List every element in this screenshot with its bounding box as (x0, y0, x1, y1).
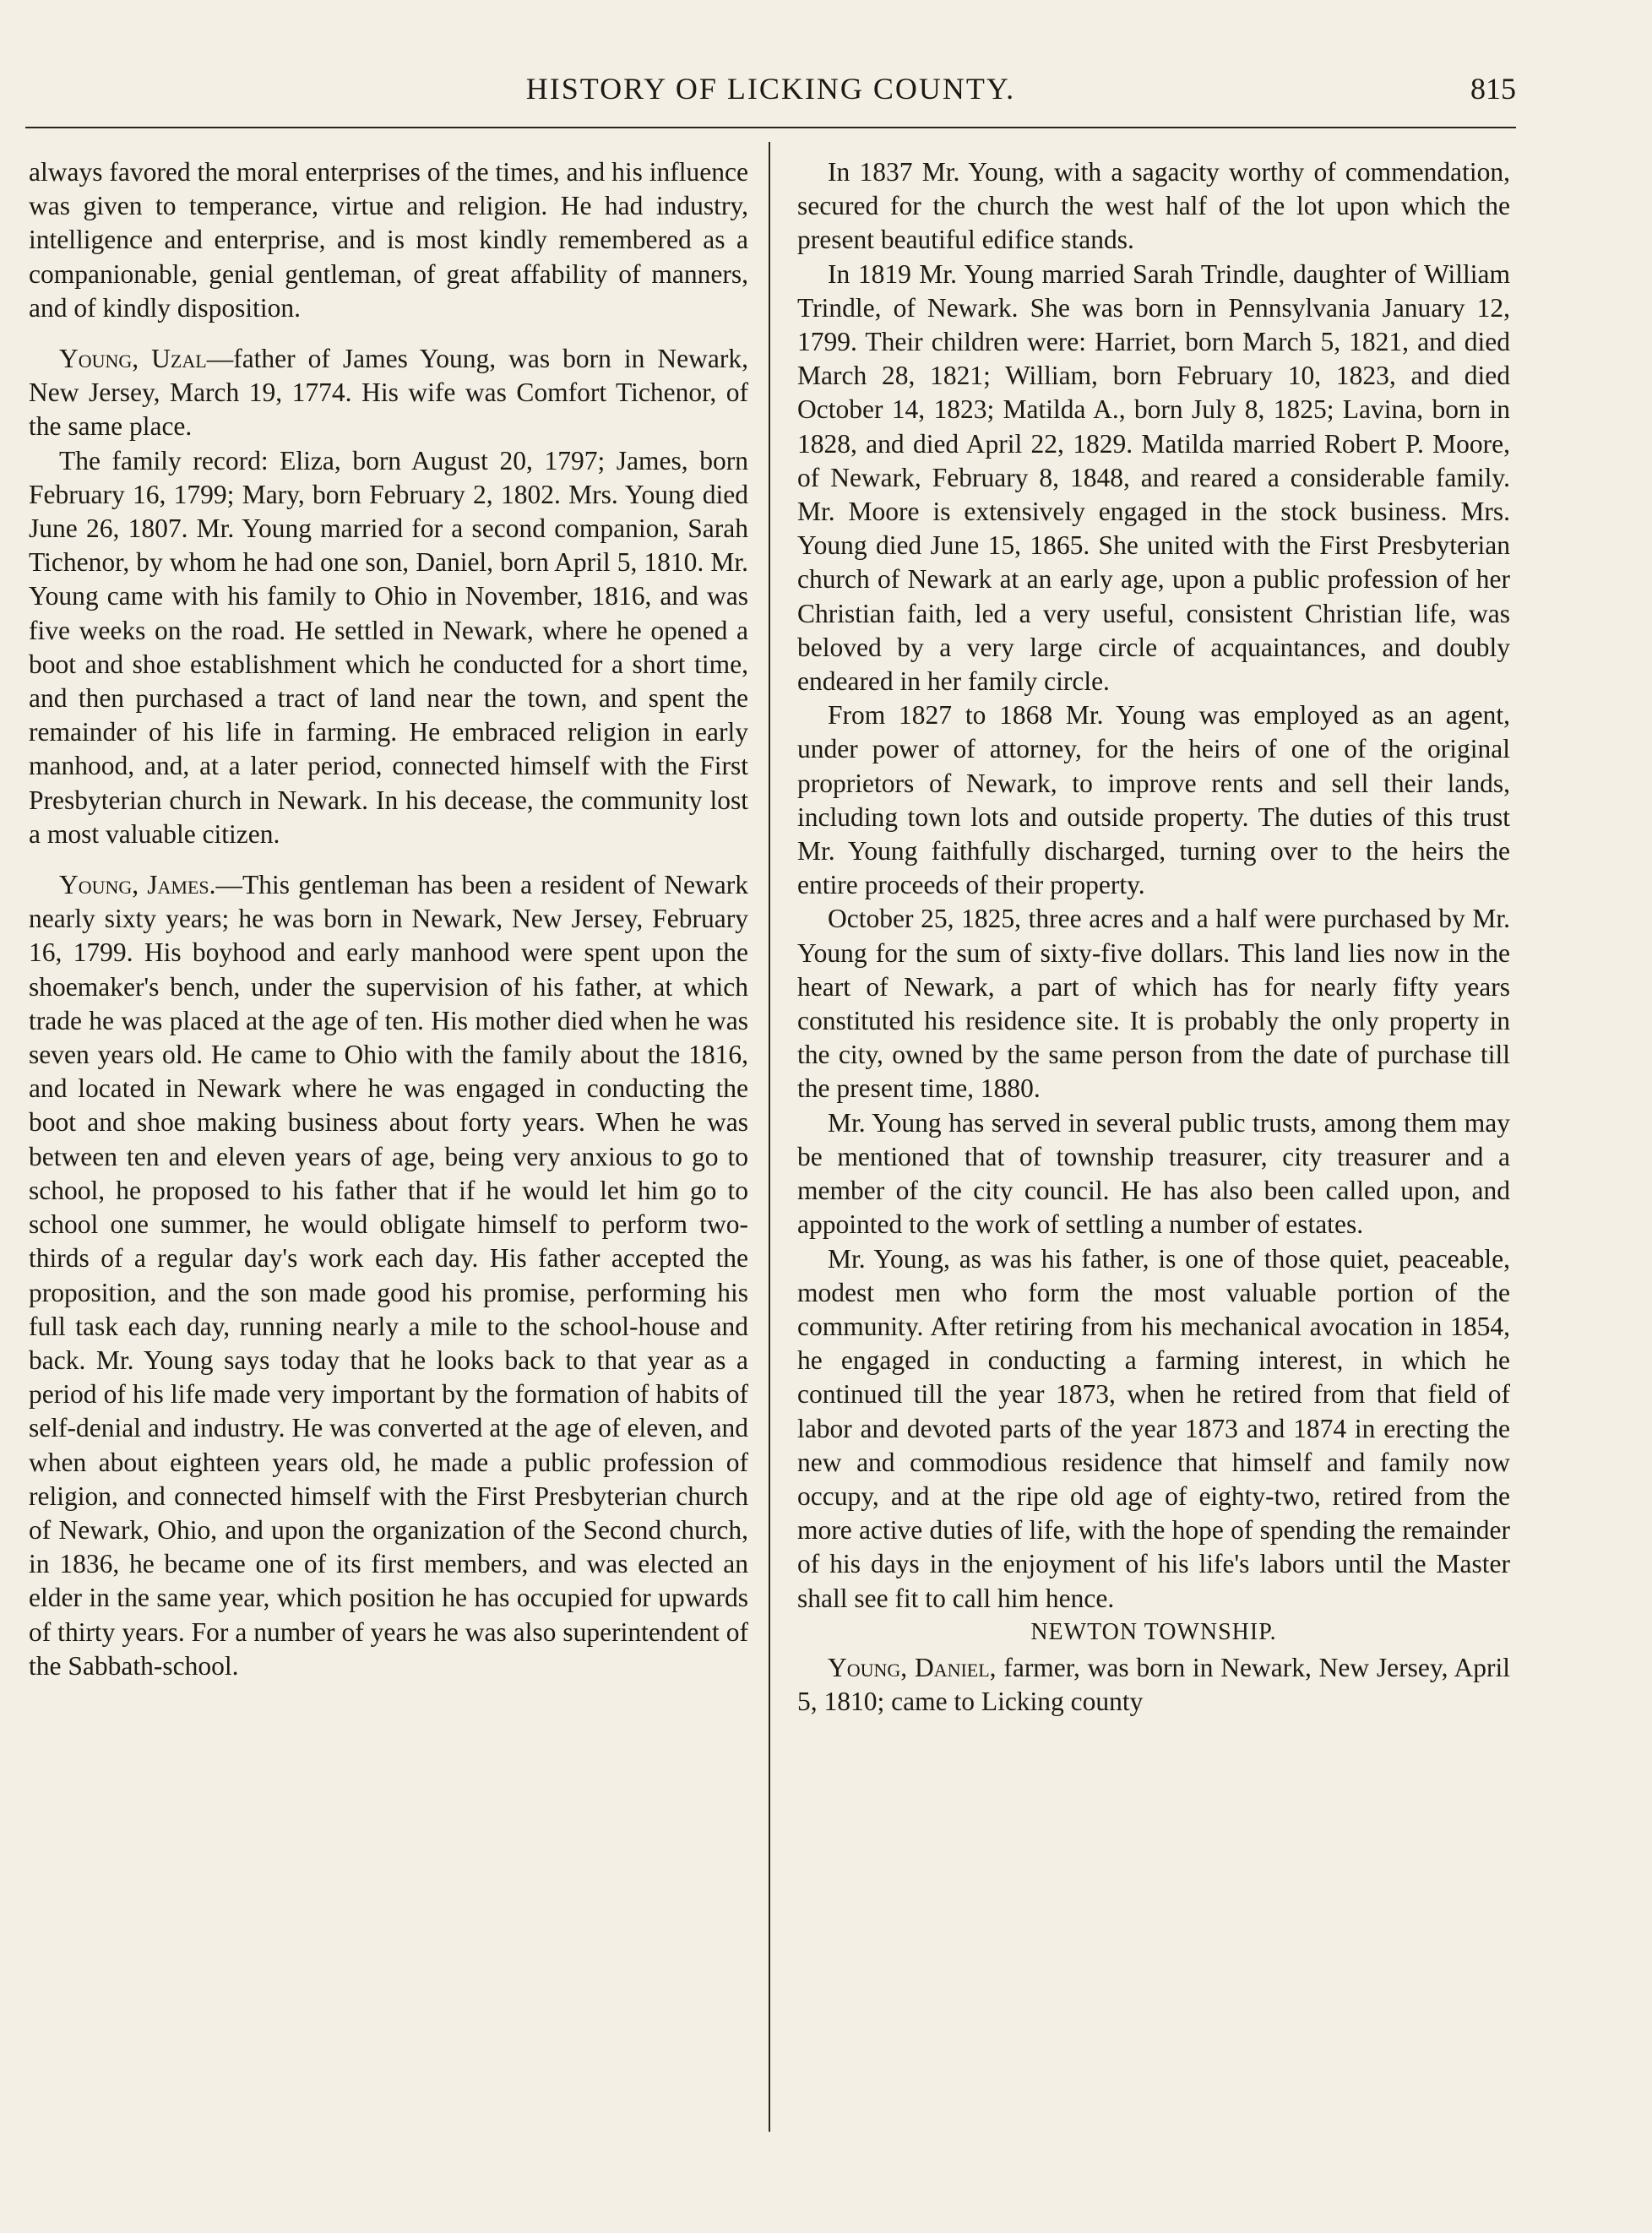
paragraph: In 1819 Mr. Young married Sarah Trindle, daughter of William Trindle, of Newark. She was born in Pennsylvania January 12, 1799. Their children were: Harriet, born March 5, 1821, and died March 28, 1821; William, born February 10, 1823, and died October 14, 1823; Matilda A., born July 8, 1825; Lavina, born in 1828, and died April 22, 1829. Matilda married Robert P. Moore, of Newark, February 8, 1848, and reared a considerable family. Mr. Moore is extensively engaged in the stock business. Mrs. Young died June 15, 1865. She united with the First Presbyterian church of Newark at an early age, upon a public profession of her Christian faith, led a very useful, consistent Christian life, was beloved by a very large circle of acquaintances, and doubly endeared in her family circle. (797, 258, 1510, 697)
page-number: 815 (1470, 72, 1516, 106)
entry-name: Young, James. (59, 870, 216, 900)
entry-uzal-young (29, 342, 748, 444)
left-column (29, 155, 748, 1692)
entry-text: —This gentleman has been a resident of Newark nearly sixty years; he was born in Newark, New Jersey, February 16, 1799. His boyhood and early manhood were spent upon the shoemaker's bench, under the supervision of his father, at which trade he was placed at the age of ten. His mother died when he was seven years old. He came to Ohio with the family about the 1816, and located in Newark where he was engaged in conducting the boot and shoe making business about forty years. When he was between ten and eleven years of age, being very anxious to go to school, he proposed to his father that if he would let him go to school one summer, he would obligate himself to perform two-thirds of a regular day's work each day. His father accepted the proposition, and the son made good his promise, performing his full task each day, running nearly a mile to the school-house and back. Mr. Young says today that he looks back to that year as a period of his life made very important by the formation of habits of self-denial and industry. He was converted at the age of eleven, and when about eighteen years old, he made a public profession of religion, and connected himself with the First Presbyterian church of Newark, Ohio, and upon the organization of the Second church, in 1836, he became one of its first members, and was elected an elder in the same year, which position he has occupied for upwards of thirty years. For a number of years he was also superintendent of the Sabbath-school. (29, 870, 748, 1681)
header-rule (25, 127, 1516, 128)
section-heading: NEWTON TOWNSHIP. (1030, 1618, 1277, 1645)
entry-name: Young, Daniel, (828, 1652, 997, 1682)
running-title: HISTORY OF LICKING COUNTY. (525, 72, 1016, 106)
paragraph: Mr. Young, as was his father, is one of those quiet, peaceable, modest men who form the most valuable portion of the community. After retiring from his mechanical avocation in 1854, he engaged in conducting a farming interest, in which he continued till the year 1873, when he retired from that field of labor and devoted parts of the year 1873 and 1874 in erecting the new and commodious residence that himself and family now occupy, and at the ripe old age of eighty-two, retired from the more active duties of life, with the hope of spending the remainder of his days in the enjoyment of his life's labors until the Master shall see fit to call him hence. (797, 1243, 1510, 1613)
entry-daniel-young (797, 1651, 1510, 1719)
entry-name: Young, Uzal (59, 344, 207, 374)
entry-text: —father of James Young, was born in Newark, New Jersey, March 19, 1774. His wife was Comfort Tichenor, of the same place. (29, 344, 748, 442)
column-divider (769, 142, 770, 2132)
paragraph: In 1837 Mr. Young, with a sagacity worthy of commendation, secured for the church the west half of the lot upon which the present beautiful edifice stands. (797, 157, 1510, 255)
paragraph: October 25, 1825, three acres and a half were purchased by Mr. Young for the sum of sixty-five dollars. This land lies now in the heart of Newark, a part of which has for nearly fifty years constituted his residence site. It is probably the only property in the city, owned by the same person from the date of purchase till the present time, 1880. (797, 904, 1510, 1104)
entry-text: farmer, was born in Newark, New Jersey, April 5, 1810; came to Licking county (797, 1652, 1510, 1717)
running-head (25, 71, 1516, 118)
paragraph: The family record: Eliza, born August 20, 1797; James, born February 16, 1799; Mary, born February 2, 1802. Mrs. Young died June 26, 1807. Mr. Young married for a second companion, Sarah Tichenor, by whom he had one son, Daniel, born April 5, 1810. Mr. Young came with his family to Ohio in November, 1816, and was five weeks on the road. He settled in Newark, where he opened a boot and shoe establishment which he conducted for a short time, and then purchased a tract of land near the town, and spent the remainder of his life in farming. He embraced religion in early manhood, and, at a later period, connected himself with the First Presbyterian church in Newark. In his decease, the community lost a most valuable citizen. (29, 445, 748, 849)
paragraph: always favored the moral enterprises of the times, and his influence was given to temperance, virtue and religion. He had industry, intelligence and enterprise, and is most kindly remembered as a companionable, genial gentleman, of great affability of manners, and of kindly disposition. (29, 157, 748, 323)
paragraph: Mr. Young has served in several public trusts, among them may be mentioned that of township treasurer, city treasurer and a member of the city council. He has also been called upon, and appointed to the work of settling a number of estates. (797, 1107, 1510, 1240)
entry-james-young (29, 868, 748, 1683)
right-column (797, 155, 1510, 1719)
paragraph: From 1827 to 1868 Mr. Young was employed as an agent, under power of attorney, for the heirs of one of the original proprietors of Newark, to improve rents and sell their lands, including town lots and outside property. The duties of this trust Mr. Young faithfully discharged, turning over to the heirs the entire proceeds of their property. (797, 700, 1510, 900)
